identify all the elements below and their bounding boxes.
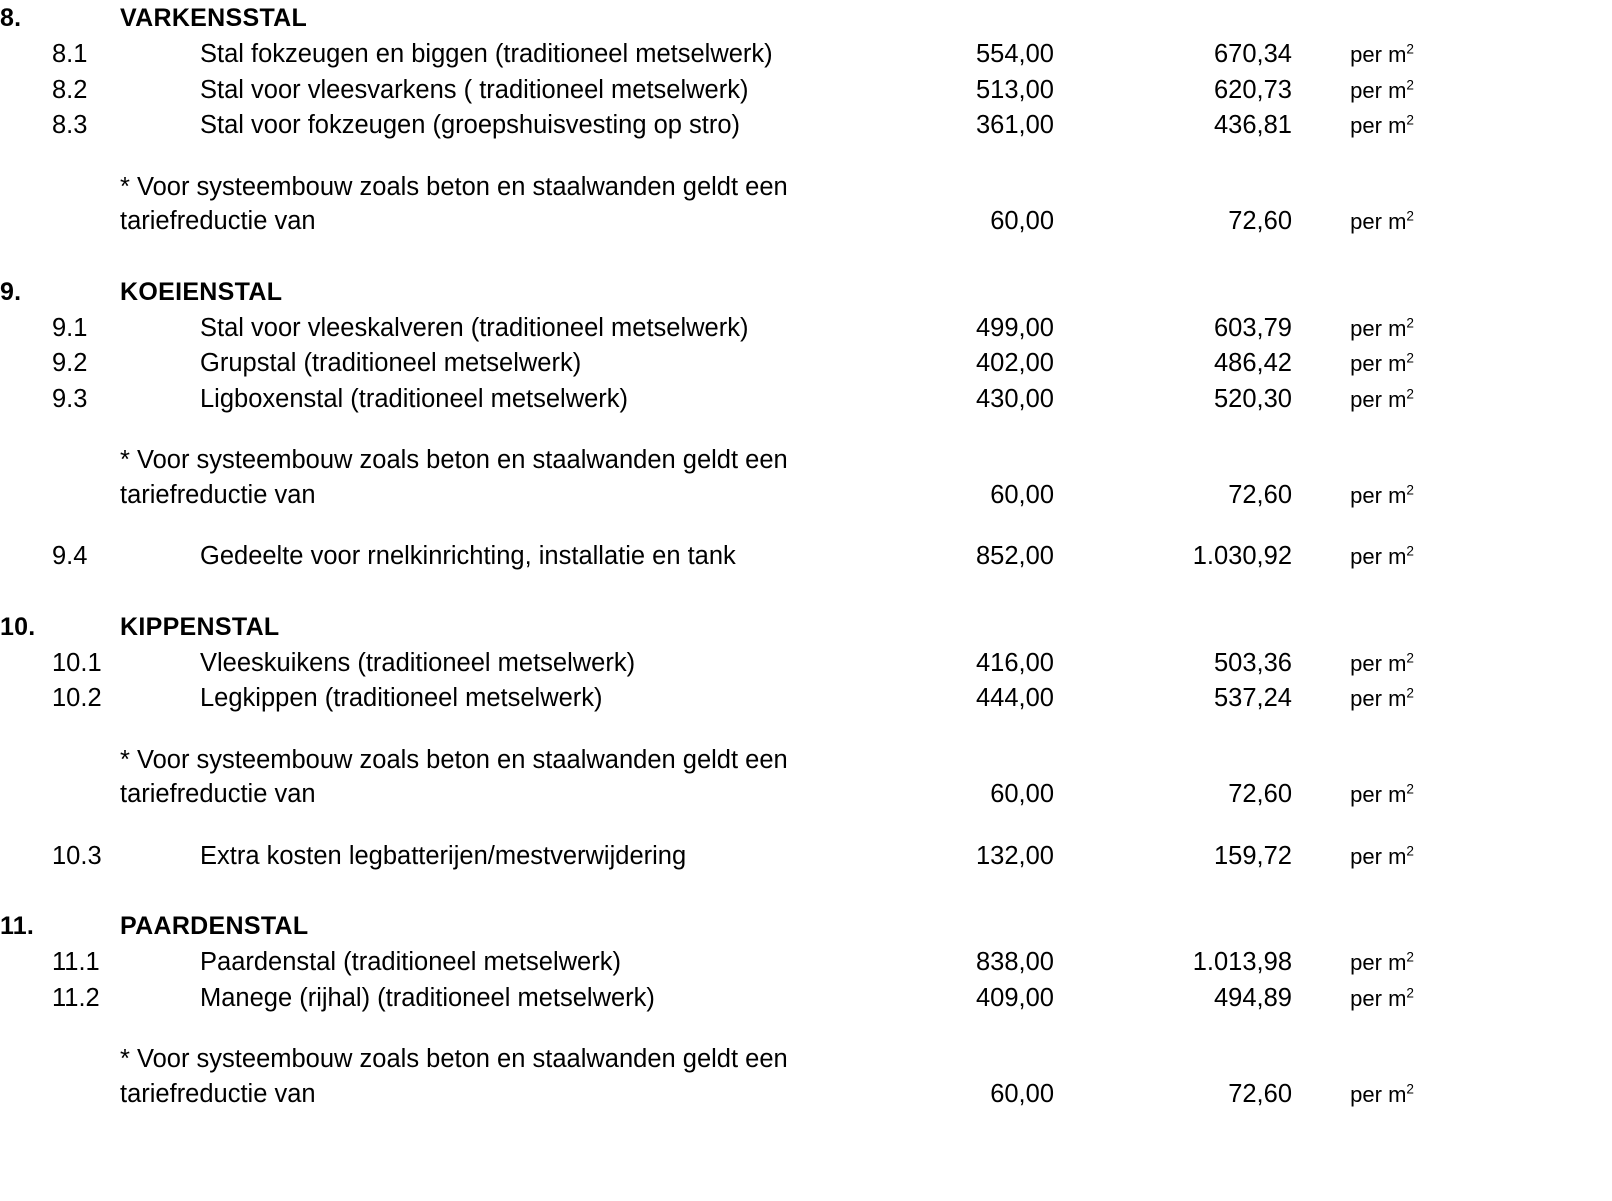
table-row xyxy=(0,73,1612,109)
note-line-2 xyxy=(0,478,1612,514)
row-label: Ligboxenstal (traditioneel metselwerk) xyxy=(200,384,629,413)
table-row xyxy=(0,945,1612,981)
note-line-1 xyxy=(0,1042,1612,1077)
note-text-2: tariefreductie van xyxy=(120,480,316,509)
unit-superscript: 2 xyxy=(1406,781,1414,797)
unit-label: per $m^2$ xyxy=(1350,1081,1414,1107)
unit-superscript: 2 xyxy=(1406,386,1414,402)
unit-superscript: 2 xyxy=(1406,41,1414,57)
unit-label: per $m^2$ xyxy=(1350,781,1414,807)
unit-label: per $m^2$ xyxy=(1350,650,1414,676)
row-value-2: 537,24 xyxy=(1214,684,1292,712)
note-spacer xyxy=(0,417,1612,443)
row-label: Paardenstal (traditioneel metselwerk) xyxy=(200,948,621,976)
section-spacer xyxy=(0,240,1612,274)
row-label: Legkippen (traditioneel metselwerk) xyxy=(200,684,603,712)
row-label: Gedeelte voor rnelkinrichting, installatie en tank xyxy=(200,542,736,570)
row-code: 9.3 xyxy=(52,384,88,413)
note-line-1 xyxy=(0,170,1612,205)
unit-label: per $m^2$ xyxy=(1350,543,1414,569)
table-row xyxy=(0,981,1612,1017)
unit-superscript: 2 xyxy=(1406,77,1414,93)
unit-superscript: 2 xyxy=(1406,482,1414,498)
unit-superscript: 2 xyxy=(1406,543,1414,559)
unit-superscript: 2 xyxy=(1406,949,1414,965)
note-text-1: * Voor systeembouw zoals beton en staalwanden geldt een xyxy=(120,1045,788,1073)
note-value-2: 72,60 xyxy=(1228,1079,1292,1108)
note-line-2 xyxy=(0,777,1612,813)
note-text-2: tariefreductie van xyxy=(120,780,316,808)
table-row xyxy=(0,346,1612,382)
row-label: Manege (rijhal) (traditioneel metselwerk) xyxy=(200,983,655,1012)
table-row xyxy=(0,646,1612,682)
section-title: KOEIENSTAL xyxy=(120,277,283,306)
row-code: 8.2 xyxy=(52,75,88,104)
section-spacer xyxy=(0,874,1612,908)
unit-superscript: 2 xyxy=(1406,650,1414,666)
row-value-1: 513,00 xyxy=(976,75,1054,104)
row-value-2: 520,30 xyxy=(1214,384,1292,413)
note-spacer xyxy=(0,144,1612,170)
row-label: Stal voor fokzeugen (groepshuisvesting op stro) xyxy=(200,111,741,139)
row-value-1: 416,00 xyxy=(976,648,1054,677)
row-value-1: 132,00 xyxy=(976,841,1054,870)
unit-superscript: 2 xyxy=(1406,112,1414,128)
row-label: Stal voor vleesvarkens ( traditioneel metselwerk) xyxy=(200,75,749,104)
unit-superscript: 2 xyxy=(1406,208,1414,224)
section-number: 11. xyxy=(0,912,34,940)
unit-label: per $m^2$ xyxy=(1350,685,1414,711)
section-number: 9. xyxy=(0,277,22,306)
section-heading xyxy=(0,609,1612,646)
note-text-1: * Voor systeembouw zoals beton en staalwanden geldt een xyxy=(120,446,788,474)
unit-superscript: 2 xyxy=(1406,350,1414,366)
row-label: Stal voor vleeskalveren (traditioneel metselwerk) xyxy=(200,313,749,342)
row-code: 10.1 xyxy=(52,648,102,677)
unit-label: per $m^2$ xyxy=(1350,985,1414,1011)
row-code: 9.2 xyxy=(52,349,88,377)
note-value-2: 72,60 xyxy=(1228,207,1292,235)
row-value-1: 838,00 xyxy=(976,948,1054,976)
row-value-2: 670,34 xyxy=(1214,40,1292,68)
row-value-2: 503,36 xyxy=(1214,648,1292,677)
row-code: 9.4 xyxy=(52,542,88,570)
row-code: 10.3 xyxy=(52,841,102,870)
row-value-1: 554,00 xyxy=(976,40,1054,68)
note-value-1: 60,00 xyxy=(990,207,1054,235)
row-value-2: 494,89 xyxy=(1214,983,1292,1012)
note-line-2 xyxy=(0,1077,1612,1113)
note-text-1: * Voor systeembouw zoals beton en staalwanden geldt een xyxy=(120,172,788,201)
note-value-2: 72,60 xyxy=(1228,780,1292,808)
note-value-1: 60,00 xyxy=(990,780,1054,808)
row-code: 9.1 xyxy=(52,313,88,342)
unit-superscript: 2 xyxy=(1406,985,1414,1001)
unit-superscript: 2 xyxy=(1406,315,1414,331)
unit-superscript: 2 xyxy=(1406,843,1414,859)
row-label: Grupstal (traditioneel metselwerk) xyxy=(200,349,582,377)
table-row xyxy=(0,108,1612,144)
note-value-2: 72,60 xyxy=(1228,480,1292,509)
unit-label: per $m^2$ xyxy=(1350,77,1414,103)
table-row xyxy=(0,839,1612,875)
table-row xyxy=(0,382,1612,418)
row-value-2: 486,42 xyxy=(1214,349,1292,377)
row-value-2: 620,73 xyxy=(1214,75,1292,104)
row-label: Vleeskuikens (traditioneel metselwerk) xyxy=(200,648,636,677)
unit-superscript: 2 xyxy=(1406,685,1414,701)
row-value-1: 499,00 xyxy=(976,313,1054,342)
note-text-2: tariefreductie van xyxy=(120,207,316,235)
row-value-1: 409,00 xyxy=(976,983,1054,1012)
extra-row-spacer xyxy=(0,513,1612,539)
note-spacer xyxy=(0,717,1612,743)
note-line-2 xyxy=(0,204,1612,240)
note-text-2: tariefreductie van xyxy=(120,1079,316,1108)
row-value-2: 603,79 xyxy=(1214,313,1292,342)
row-code: 8.1 xyxy=(52,40,88,68)
row-value-2: 1.030,92 xyxy=(1192,542,1292,570)
section-title: PAARDENSTAL xyxy=(120,912,309,940)
row-value-2: 436,81 xyxy=(1214,111,1292,139)
unit-label: per $m^2$ xyxy=(1350,843,1414,869)
extra-row-spacer xyxy=(0,813,1612,839)
row-code: 11.1 xyxy=(52,948,100,976)
table-row xyxy=(0,681,1612,717)
row-value-2: 1.013,98 xyxy=(1192,948,1292,976)
section-title: VARKENSSTAL xyxy=(120,4,308,32)
row-code: 11.2 xyxy=(52,983,100,1012)
section-spacer xyxy=(0,575,1612,609)
row-value-1: 402,00 xyxy=(976,349,1054,377)
row-label: Stal fokzeugen en biggen (traditioneel metselwerk) xyxy=(200,40,773,68)
row-label: Extra kosten legbatterijen/mestverwijdering xyxy=(200,841,687,870)
section-heading xyxy=(0,908,1612,945)
section-number: 8. xyxy=(0,4,22,32)
note-text-1: * Voor systeembouw zoals beton en staalwanden geldt een xyxy=(120,745,788,774)
note-value-1: 60,00 xyxy=(990,480,1054,509)
unit-label: per $m^2$ xyxy=(1350,41,1414,67)
unit-label: per $m^2$ xyxy=(1350,949,1414,975)
row-value-2: 159,72 xyxy=(1214,841,1292,870)
row-value-1: 361,00 xyxy=(976,111,1054,139)
unit-label: per $m^2$ xyxy=(1350,350,1414,376)
table-row xyxy=(0,539,1612,575)
row-value-1: 852,00 xyxy=(976,542,1054,570)
unit-label: per $m^2$ xyxy=(1350,112,1414,138)
section-number: 10. xyxy=(0,612,36,641)
unit-label: per $m^2$ xyxy=(1350,386,1414,412)
section-heading xyxy=(0,274,1612,311)
row-code: 10.2 xyxy=(52,684,102,712)
table-row xyxy=(0,311,1612,347)
table-row xyxy=(0,37,1612,73)
unit-label: per $m^2$ xyxy=(1350,208,1414,234)
section-title: KIPPENSTAL xyxy=(120,612,280,641)
note-line-1 xyxy=(0,743,1612,778)
unit-label: per $m^2$ xyxy=(1350,482,1414,508)
note-spacer xyxy=(0,1016,1612,1042)
note-line-1 xyxy=(0,443,1612,478)
section-heading xyxy=(0,0,1612,37)
unit-label: per $m^2$ xyxy=(1350,315,1414,341)
row-value-1: 444,00 xyxy=(976,684,1054,712)
row-value-1: 430,00 xyxy=(976,384,1054,413)
unit-superscript: 2 xyxy=(1406,1081,1414,1097)
row-code: 8.3 xyxy=(52,111,88,139)
note-value-1: 60,00 xyxy=(990,1079,1054,1108)
